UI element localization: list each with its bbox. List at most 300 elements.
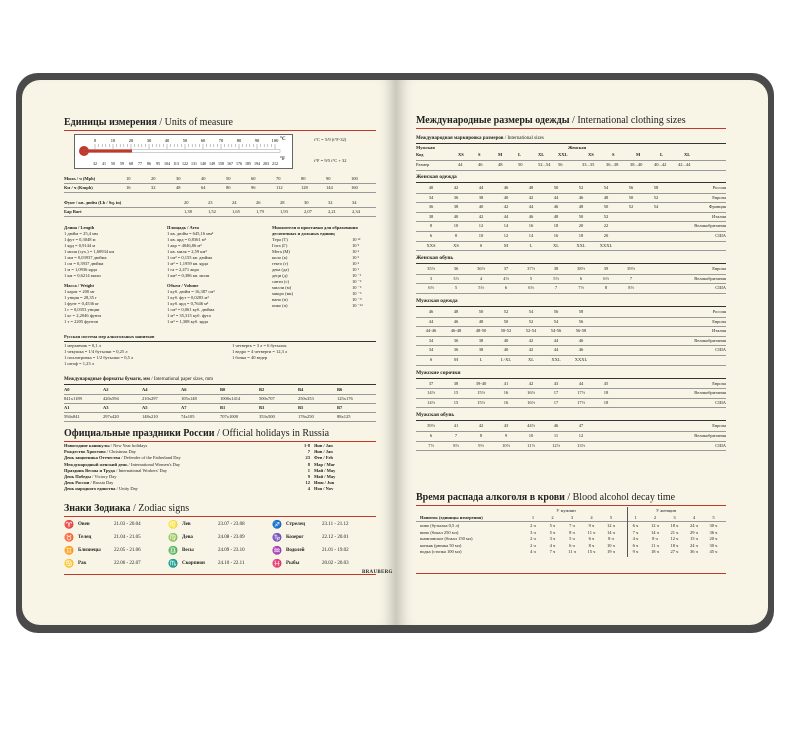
marking-divider (416, 160, 726, 161)
size-cell: 48-50 (475, 328, 487, 334)
group-title-line (416, 420, 726, 421)
size-cell: 38 (478, 347, 484, 353)
zodiac-7-icon: ♎ (168, 546, 178, 555)
size-cell: 16½ (527, 399, 535, 405)
celsius-tick: 90 (254, 138, 260, 143)
holiday-day: 7 (307, 449, 310, 455)
row-value: 160 (351, 185, 358, 190)
size-cell: 38 (553, 266, 559, 272)
size-cell: 40 (503, 194, 509, 200)
decay-col-header: 5 (609, 515, 613, 520)
size-cell: 14 (528, 233, 534, 238)
size-cell: 46 (453, 318, 459, 324)
size-cell: 37 (503, 266, 509, 272)
zodiac-sign (272, 546, 376, 558)
country-label: Великобритания (694, 390, 726, 396)
celsius-tick: 0 (93, 138, 97, 143)
holidays-title: Официальные праздники России / Official holidays in Russia (64, 428, 330, 439)
size-row-divider (416, 231, 726, 232)
group-title: Мужская обувь (416, 412, 455, 419)
size-cell: 22 (603, 223, 609, 229)
decay-cell: 6 ч (632, 523, 639, 528)
decay-cell: 14 ч (651, 529, 659, 535)
size-cell: 17 (553, 399, 559, 405)
holiday-row (64, 449, 376, 455)
size-cell: 40 (428, 185, 434, 190)
size-cell: 42 (478, 213, 484, 219)
size-cell: 12 (478, 223, 484, 229)
size-row-divider (416, 365, 726, 366)
paper-cell: A1 (64, 405, 70, 410)
size-cell: 44 (528, 204, 534, 210)
area-list (167, 231, 267, 279)
women-code: S (612, 152, 615, 157)
multiplier-name: кило (к) (272, 255, 288, 260)
decay-cell: 2 ч (530, 542, 536, 548)
holiday-name-en: / Russia Day (89, 480, 114, 486)
zodiac-sign (64, 533, 168, 545)
alcohol-list-right (232, 343, 287, 361)
length-list (64, 231, 164, 279)
unit-line: 1 мерзавчик = 0,1 л (64, 343, 101, 348)
zodiac-2-icon: ♐ (272, 520, 282, 529)
size-cell: 38 (478, 337, 484, 343)
size-cell: 40 (503, 347, 509, 353)
size-cell: S (479, 242, 483, 248)
row-value: 96 (251, 185, 256, 190)
unit-line: 1 м = 1,0936 ярда (64, 267, 98, 272)
size-cell: 41 (453, 423, 459, 429)
fahrenheit-unit: °F (280, 157, 286, 162)
paper-title: Международные форматы бумаги, мм / International paper sizes, mm (64, 377, 213, 382)
multiplier-power: 10 ⁻⁹ (352, 297, 362, 302)
drink-name: пиво (бутылка 0,5 л) (420, 523, 460, 528)
size-cell: 44 (553, 347, 559, 353)
size-cell: 46 (578, 337, 584, 343)
size-row-divider (416, 398, 726, 399)
size-cell: 44 (503, 213, 509, 219)
size-cell: 18 (578, 233, 584, 238)
size-cell: 44-46 (425, 328, 437, 334)
size-cell: 39½ (627, 266, 635, 272)
paper-cell: B2 (259, 387, 265, 392)
holiday-month: Июн / Jun (314, 480, 335, 486)
multiplier-name: Тера (T) (272, 237, 288, 242)
size-cell: 10 (528, 433, 534, 438)
size-cell: 52 (503, 309, 509, 314)
size-cell: 34 (428, 337, 434, 343)
country-label: Италия (711, 328, 726, 334)
mass-block (64, 283, 164, 325)
multiplier-power: 10 ¹ (352, 267, 359, 272)
holiday-row (64, 455, 376, 461)
women-size: 33...35 (582, 162, 595, 167)
fahrenheit-tick: 50 (111, 161, 115, 166)
multiplier-power: 10 ³ (352, 255, 359, 260)
fahrenheit-formula: t°F = 9/5 t°C + 32 (314, 158, 347, 163)
bottom-line-left (64, 574, 376, 575)
decay-cell: 4 ч (530, 549, 536, 555)
size-cell: 58 (578, 309, 584, 314)
decay-cell: 27 ч (670, 549, 679, 555)
decay-cell: 11 ч (568, 549, 576, 555)
size-cell: 20 (578, 223, 584, 229)
size-cell: 8 (429, 223, 433, 229)
men-code: L (518, 152, 522, 157)
decay-cell: 8 ч (652, 536, 658, 542)
size-cell: 7 (554, 285, 558, 291)
size-cell: 43 (553, 380, 559, 386)
decay-cell: 45 ч (709, 549, 718, 555)
multiplier-name: гекто (г) (272, 261, 289, 266)
multipliers-block (272, 225, 376, 309)
group-title-line (416, 182, 726, 183)
size-cell: 8 (454, 233, 458, 238)
size-cell: 9 (504, 433, 508, 438)
thermometer-mercury (84, 150, 132, 153)
size-cell: XL (553, 242, 559, 248)
celsius-tick: 80 (236, 138, 242, 143)
size-cell: 7½ (428, 442, 434, 448)
size-cell: 12 (503, 233, 509, 238)
size-cell: 52 (628, 204, 634, 210)
size-cell: 44 (553, 337, 559, 343)
unit-line: 1 фунт = 0,4536 кг (64, 301, 100, 306)
size-row-divider (416, 293, 726, 294)
zodiac-9-icon: ♋ (64, 559, 74, 568)
multiplier-name: милли (м) (272, 285, 292, 290)
size-cell: 42 (453, 185, 459, 190)
decay-cell: 10 ч (607, 542, 615, 548)
size-cell: 10 (453, 223, 459, 229)
paper-divider (64, 394, 376, 395)
paper-divider (64, 403, 376, 404)
size-cell: 36 (453, 347, 459, 353)
row-value: 112 (276, 185, 283, 190)
decay-title: Время распада алкоголя в крови / Blood alcohol decay time (416, 492, 676, 503)
women-size: 38...40 (630, 162, 643, 167)
multiplier-power: 10 ⁻² (352, 279, 362, 284)
paper-cell: 500x707 (259, 396, 275, 401)
holiday-name: День защитника Отечества (64, 455, 121, 461)
paper-cell: 88x125 (337, 414, 351, 419)
fahrenheit-tick: 203 (263, 161, 269, 166)
fahrenheit-tick: 86 (147, 161, 151, 166)
size-cell: 6½ (428, 285, 434, 291)
paper-cell: 125x176 (337, 396, 353, 401)
men-code: XL (538, 152, 545, 157)
size-cell: 6 (429, 433, 433, 438)
unit-line: 1 см² = 0,155 кв. дюйма (167, 255, 213, 260)
size-cell: 15 (453, 399, 459, 405)
decay-cell: 11 ч (587, 529, 596, 535)
size-label: Размер (416, 162, 430, 167)
group-title: Мужские сорочки (416, 369, 461, 376)
row-value: 64 (201, 185, 206, 190)
size-cell: 13½ (577, 442, 585, 448)
group-title: Женская одежда (416, 174, 457, 180)
drink-name: водка (стопка 100 мл) (420, 549, 462, 555)
zodiac-dates: 23.11 - 21.12 (322, 522, 349, 527)
zodiac-4-icon: ♍ (168, 533, 178, 542)
unit-line: 1 унция = 28,35 г (64, 295, 97, 300)
size-cell: 42 (528, 347, 534, 353)
row-value: 26 (256, 200, 261, 205)
holiday-month: Мар / Mar (314, 461, 335, 467)
size-cell: 46 (428, 309, 434, 314)
row-value: 10 (126, 176, 131, 181)
holiday-day: 23 (305, 455, 310, 461)
men-size: 48 (498, 162, 503, 167)
multiplier-name: пико (п) (272, 303, 288, 308)
decay-cell: 2 ч (530, 536, 536, 542)
size-cell: 46 (553, 423, 559, 429)
celsius-formula: t°C = 5/9 (t°F-32) (314, 137, 347, 142)
size-cell: 5½ (553, 275, 559, 281)
zodiac-8-icon: ♒ (272, 546, 282, 555)
size-cell: 42 (478, 423, 484, 429)
women-code: XS (588, 152, 594, 157)
row-value: 1,79 (256, 209, 264, 214)
unit-line: 1 м³ = 1,308 куб. ярда (167, 319, 209, 324)
decay-cell: 5 ч (549, 523, 556, 528)
row-value: 20 (151, 176, 156, 181)
size-cell: 4½ (503, 275, 509, 281)
multiplier-name: санти (с) (272, 279, 289, 284)
zodiac-sign (64, 520, 168, 532)
paper-cell: 297x420 (103, 414, 119, 419)
country-label: Европа (712, 266, 726, 272)
size-cell: M (453, 357, 458, 362)
zodiac-0-icon: ♈ (64, 520, 74, 529)
zodiac-grid (64, 520, 376, 572)
women-code: M (636, 152, 641, 157)
celsius-tick: 60 (200, 138, 206, 143)
fahrenheit-tick: 122 (182, 161, 188, 166)
paper-cell: B3 (259, 405, 265, 410)
size-row-divider (416, 250, 726, 251)
decay-cell: 14 ч (607, 529, 615, 535)
row-value: 2,21 (328, 209, 336, 214)
women-size: 42...44 (678, 162, 691, 167)
decay-cell: 7 ч (569, 523, 575, 528)
size-cell: 6 (504, 285, 508, 291)
multiplier-name: нано (н) (272, 297, 288, 302)
women-size: 40...42 (654, 162, 667, 167)
size-cell: 44 (553, 194, 559, 200)
zodiac-name: Водолей (286, 548, 305, 553)
row-divider (64, 183, 376, 184)
size-cell: 44 (478, 185, 484, 190)
size-cell: 50 (553, 185, 559, 190)
paper-cell: A5 (142, 405, 148, 410)
size-cell: 18 (603, 399, 609, 405)
zodiac-6-icon: ♊ (64, 546, 74, 555)
size-row-divider (416, 193, 726, 194)
row-divider (64, 192, 376, 193)
decay-col-header: 4 (590, 515, 593, 520)
decay-cell: 9 ч (588, 523, 595, 528)
size-row-divider (416, 274, 726, 275)
zodiac-sign (168, 559, 272, 571)
holiday-name: День Победы (64, 474, 91, 479)
row-value: 16 (126, 185, 131, 190)
size-cell: 47 (578, 423, 584, 429)
row-value: 32 (328, 200, 333, 205)
thermometer (74, 134, 293, 169)
size-cell: 16½ (527, 390, 535, 396)
men-size: 46 (478, 162, 483, 167)
decay-cell: 6 ч (569, 542, 575, 548)
size-cell: 15 (453, 390, 459, 396)
size-cell: 17½ (577, 399, 585, 405)
paper-divider (64, 412, 376, 413)
alcohol-measures-title: Русская система мер алкогольных напитков (64, 334, 155, 339)
row-value: 128 (301, 185, 308, 190)
celsius-tick: 30 (146, 138, 152, 143)
paper-cell: B4 (298, 387, 304, 392)
zodiac-name: Козерог (286, 535, 304, 540)
size-row-divider (416, 221, 726, 222)
size-cell: 18 (603, 390, 609, 396)
paper-cell: A4 (142, 387, 148, 392)
fahrenheit-tick: 212 (272, 161, 278, 166)
zodiac-sign (272, 533, 376, 545)
decay-col-header: 2 (551, 515, 554, 520)
size-cell: 3 (429, 275, 433, 281)
zodiac-sign (272, 520, 376, 532)
zodiac-dates: 22.05 - 21.06 (114, 548, 141, 553)
drink-name: шампанское (бокал 150 мл) (420, 536, 473, 542)
fahrenheit-tick: 41 (102, 161, 106, 166)
unit-line: 1 кв. миля = 2,59 км² (167, 249, 207, 254)
size-cell: XXL (576, 242, 586, 248)
decay-col-header: 3 (673, 515, 676, 520)
country-label: Россия (712, 185, 726, 190)
size-cell: 6½ (603, 275, 609, 281)
paper-cell: A0 (64, 387, 70, 392)
holiday-row (64, 443, 376, 449)
zodiac-name: Близнецы (78, 548, 101, 553)
unit-line: 1 мм = 0,03937 дюйма (64, 255, 107, 260)
unit-line: 1 м³ = 35,315 куб. фута (167, 313, 211, 318)
volume-title: Объем / Volume (167, 283, 199, 288)
size-cell: 15½ (477, 390, 485, 396)
size-cell: 4 (479, 275, 483, 281)
paper-cell: A2 (103, 387, 109, 392)
size-cell: 39½ (427, 423, 435, 429)
multiplier-power: 10 ² (352, 261, 359, 266)
group-title-line (416, 378, 726, 379)
decay-cell: 4 ч (549, 542, 556, 548)
size-cell: 6 (429, 233, 433, 238)
holiday-day: 1 (307, 467, 310, 473)
size-cell: 58 (653, 185, 659, 190)
drink-name: вино (бокал 250 мл) (420, 529, 459, 535)
mass-list (64, 289, 164, 325)
unit-line: 1 фут = 0,3048 м (64, 237, 96, 242)
zodiac-dates: 24.09 - 23.10 (218, 548, 245, 553)
size-cell: 7 (629, 275, 633, 281)
decay-cell: 11 ч (651, 542, 659, 548)
zodiac-10-icon: ♏ (168, 559, 178, 568)
paper-cell: 74x105 (181, 414, 195, 419)
paper-cell: B0 (220, 387, 226, 392)
group-title-line (416, 306, 726, 307)
holiday-name-en: / Defender of the Fatherland Day (120, 455, 181, 461)
decay-cell: 15 ч (587, 549, 596, 555)
fahrenheit-tick: 68 (129, 161, 133, 166)
unit-line: 1 см³ = 0,061 куб. дюйма (167, 307, 215, 312)
group-title: Женская обувь (416, 255, 454, 262)
holiday-row (64, 462, 376, 468)
decay-col-header: 2 (653, 515, 657, 520)
decay-col-header: 3 (570, 515, 574, 520)
size-cell: 48 (603, 194, 609, 200)
size-cell: 50 (478, 309, 484, 314)
fahrenheit-tick: 131 (191, 161, 197, 166)
paper-cell: 841x1189 (64, 396, 82, 401)
size-cell: 50 (603, 204, 609, 210)
unit-line: 1 чекушка = 1/4 бутылки = 0,25 л (64, 349, 128, 354)
paper-cell: A7 (181, 405, 187, 410)
decay-cell: 8 ч (608, 536, 614, 542)
decay-separator (627, 507, 628, 557)
zodiac-dates: 24.10 - 22.11 (218, 561, 245, 566)
unit-line: 1 кв. дюйм = 645,16 мм² (167, 231, 214, 236)
drink-name: коньяк (рюмка 50 мл) (420, 542, 462, 548)
size-cell: 7½ (578, 285, 584, 291)
country-label: США (715, 233, 726, 238)
country-label: Франция (708, 204, 726, 210)
fahrenheit-tick: 113 (173, 161, 179, 166)
unit-line: 1 дюйм = 25,4 мм (64, 231, 98, 236)
size-cell: 54-56 (550, 328, 562, 334)
size-cell: M (503, 242, 508, 248)
row-value: 1,38 (184, 209, 192, 214)
size-cell: 39-40 (475, 380, 487, 386)
holiday-name-en: / International Women's Day (127, 461, 181, 467)
decay-cell: 2 ч (530, 523, 536, 528)
row-value: 50 (226, 176, 231, 181)
paper-cell: 420x594 (103, 396, 119, 401)
row-value: 1,65 (232, 209, 240, 214)
paper-cell: B1 (220, 405, 226, 410)
decay-cell: 18 ч (651, 549, 659, 555)
paper-cell: 707x1000 (220, 414, 238, 419)
size-row-divider (416, 345, 726, 346)
celsius-tick: 100 (271, 138, 279, 143)
size-cell: 48 (578, 204, 584, 210)
zodiac-dates: 23.07 - 23.08 (218, 522, 245, 527)
holiday-row (64, 474, 376, 480)
row-value: 28 (280, 200, 285, 205)
men-size: 56 (558, 162, 563, 167)
size-cell: 46 (503, 185, 509, 190)
size-cell: 42 (528, 380, 534, 386)
volume-list (167, 289, 267, 325)
country-label: Великобритания (694, 337, 726, 343)
row-value: 23 (208, 200, 213, 205)
country-label: Европа (712, 318, 726, 324)
size-cell: 56 (628, 185, 634, 190)
unit-line: 1 штоф = 1,23 л (64, 361, 94, 366)
decay-cell: 5 ч (549, 529, 556, 535)
row-value: 90 (326, 176, 331, 181)
size-cell: 50 (628, 194, 634, 200)
unit-line: 1 га = 2,471 акра (167, 267, 199, 272)
size-cell: 5½ (478, 285, 484, 291)
